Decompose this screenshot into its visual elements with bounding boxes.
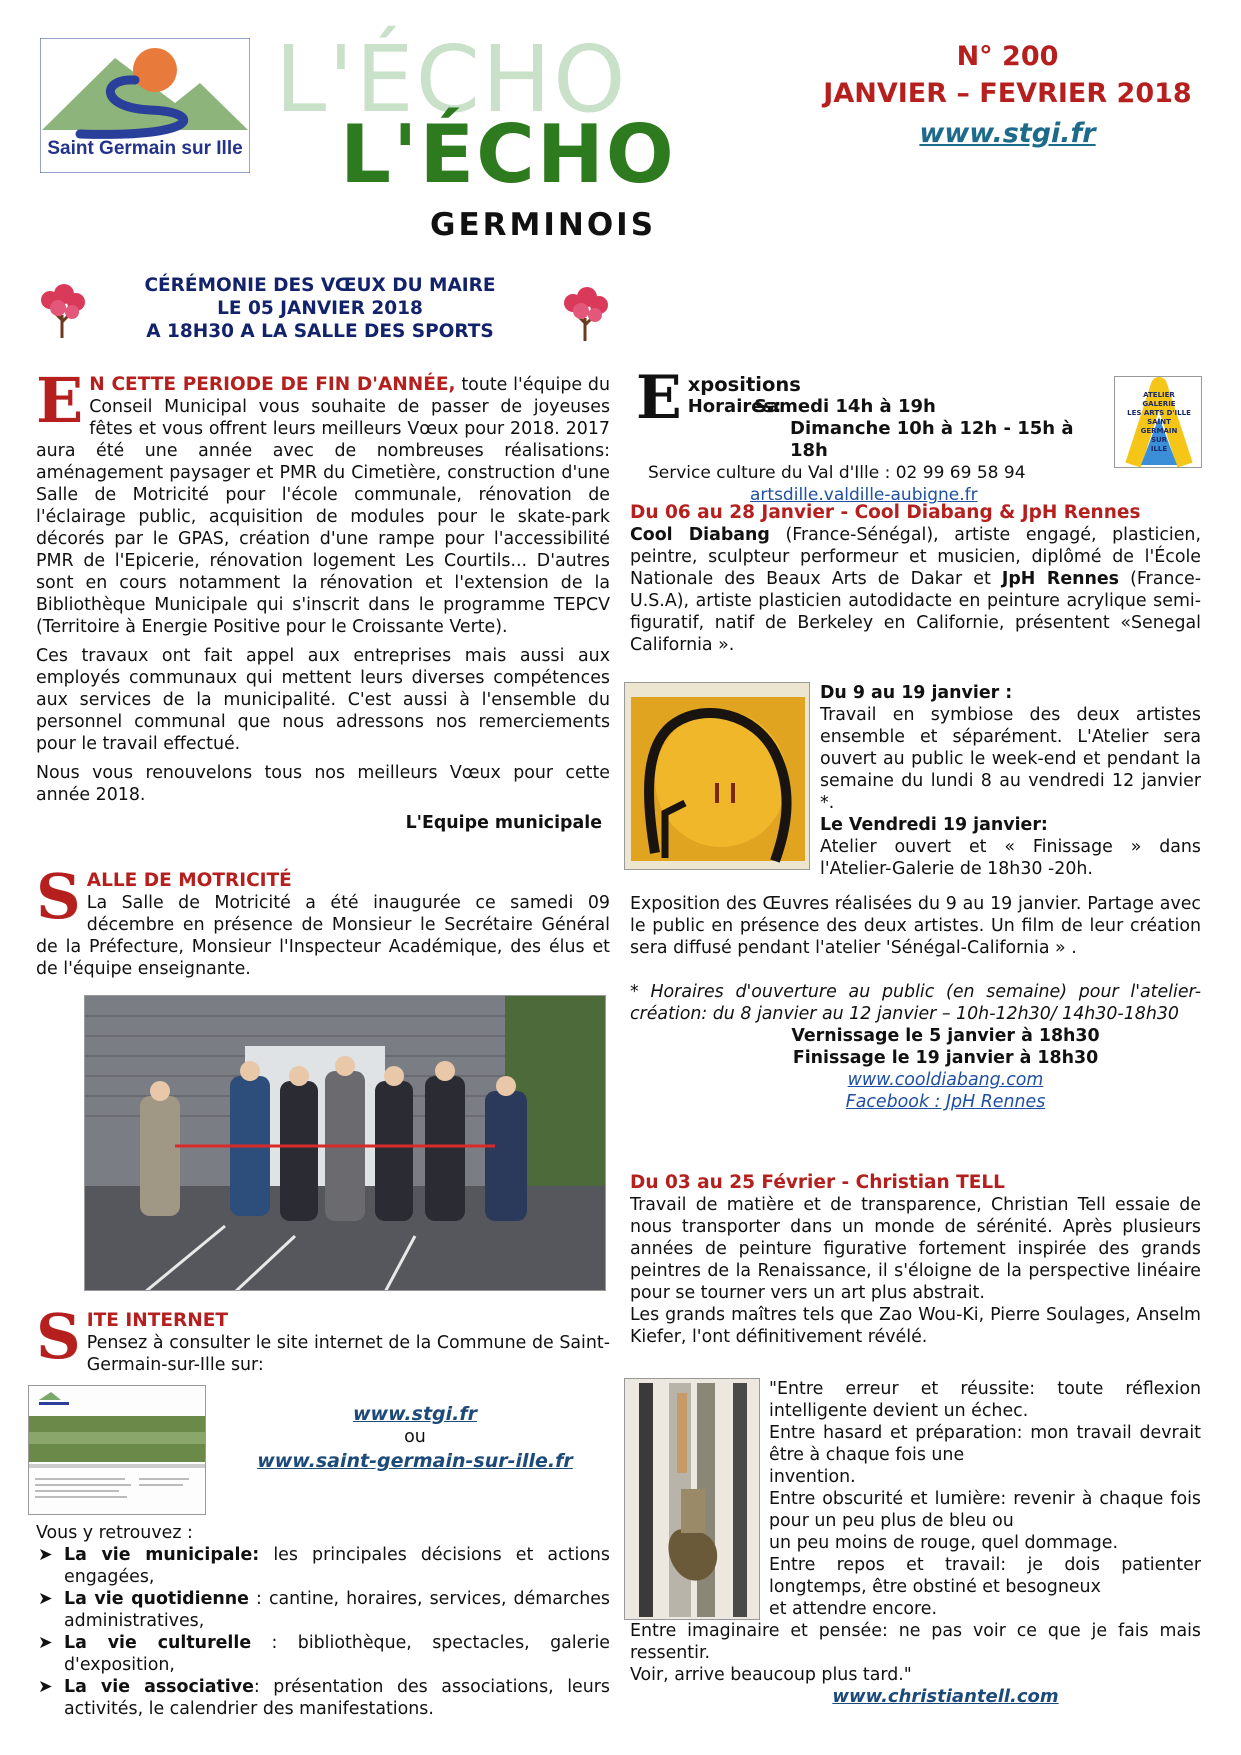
voeux-signature: L'Equipe municipale [405, 813, 602, 833]
dropcap: E [636, 363, 682, 433]
arrow-icon: ➤ [38, 1589, 53, 1609]
badge-line: ILLE [1150, 445, 1168, 453]
list-item-label: La vie municipale: [64, 1545, 260, 1565]
date-text: Travail en symbiose des deux artistes ensemble et séparément. L'Atelier sera ouvert au public le week-end et pendant la semaine du lundi 8 au vendredi 12 janvier *. [820, 705, 1201, 813]
arrow-icon: ➤ [38, 1677, 53, 1697]
salle-title: ALLE DE MOTRICITÉ [86, 870, 292, 891]
cool-text: (France-U.S.A), artiste plasticien autodidacte en peinture acrylique semi-figuratif, natif de Berkeley en Californie, présentent «Senegal California ». [630, 569, 1201, 655]
badge-line: ATELIER [1143, 391, 1175, 399]
tree-icon [32, 280, 92, 340]
quote-line: invention. [769, 1467, 856, 1487]
site-article [36, 1300, 610, 1376]
tell-painting [624, 1378, 760, 1620]
facebook-link[interactable]: Facebook : JpH Rennes [845, 1092, 1046, 1112]
title-shadow: L'ÉCHO [275, 26, 628, 133]
site-intro: Vous y retrouvez : [36, 1523, 193, 1543]
voeux-article [36, 364, 610, 834]
voeux-lead: N CETTE PERIODE DE FIN D'ANNÉE, [89, 374, 456, 395]
cool-note: * Horaires d'ouverture au public (en semaine) pour l'atelier-création: du 8 janvier au 12 janvier – 10h-12h30/ 14h30-18h30 [630, 982, 1201, 1024]
quote-line: Entre hasard et préparation: mon travail devrait être à chaque fois une [769, 1423, 1201, 1465]
quote-line: Voir, arrive beaucoup plus tard." [630, 1665, 912, 1685]
expo-hours-2: Dimanche 10h à 12h - 15h à 18h [790, 418, 1074, 461]
expo-link[interactable]: artsdille.valdille-aubigne.fr [750, 485, 978, 505]
cool-title: Du 06 au 28 Janvier - Cool Diabang & JpH Rennes [630, 502, 1141, 523]
list-item-text: : présentation des associations, leurs activités, le calendrier des manifestations. [64, 1677, 610, 1719]
atelier-badge [1114, 376, 1202, 468]
site-items [36, 1544, 610, 1720]
badge-line: SAINT [1147, 418, 1171, 426]
tell-article [630, 1172, 1201, 1348]
tell-link[interactable]: www.christiantell.com [832, 1686, 1059, 1707]
issue-period: JANVIER – FEVRIER 2018 [823, 78, 1192, 109]
list-item [36, 1588, 610, 1632]
site-list [36, 1522, 610, 1720]
site-title: ITE INTERNET [86, 1310, 228, 1331]
expo-header [636, 363, 1116, 506]
issue-number: N° 200 [956, 41, 1059, 72]
inauguration-photo [84, 995, 606, 1291]
date-title: Du 9 au 19 janvier : [820, 683, 1013, 703]
list-item-text: les principales décisions et actions engagées, [64, 1545, 610, 1587]
expo-service: Service culture du Val d'Ille : 02 99 69 58 94 [648, 463, 1026, 483]
dropcap: E [36, 364, 84, 437]
artist-name: Cool Diabang [630, 525, 770, 545]
voeux-p1 [36, 364, 610, 638]
site-or: ou [404, 1427, 426, 1447]
expo-title: xpositions [687, 373, 801, 396]
salle-text: La Salle de Motricité a été inaugurée ce samedi 09 décembre en présence de Monsieur le Secrétaire Général de la Préfecture, Monsieur l'Inspecteur Académique, des élus et de l'équipe enseignante. [36, 893, 610, 979]
badge-line: GALERIE [1142, 400, 1176, 408]
cool-article [630, 502, 1201, 656]
cool-expo [630, 893, 1201, 1113]
logo-text: Saint Germain sur Ille [47, 138, 243, 159]
tell-p1: Travail de matière et de transparence, Christian Tell essaie de nous transporter dans un monde de sérénité. Après plusieurs années de peinture figurative fortement inspirée des grands peintres de la Renaissance, il s'éloigne de la perspective linéaire pour se tourner vers un art plus abstrait. [630, 1195, 1201, 1303]
site-links [220, 1402, 610, 1474]
tell-p2: Les grands maîtres tels que Zao Wou-Ki, Pierre Soulages, Anselm Kiefer, l'ont définitivement révélé. [630, 1305, 1201, 1347]
badge-line: SUR [1150, 436, 1168, 444]
badge-line: GERMAIN [1140, 427, 1178, 435]
list-item-label: La vie associative [64, 1677, 254, 1697]
cool-text: (France-Sénégal), artiste engagé, plasticien, peintre, sculpteur performeur et musicien, diplômé de l'École Nationale des Beaux Arts de Dakar et [630, 525, 1201, 589]
tell-title: Du 03 au 25 Février - Christian TELL [630, 1172, 1005, 1193]
list-item-label: La vie quotidienne [64, 1589, 249, 1609]
expo-hours-1: Samedi 14h à 19h [754, 396, 936, 417]
website-thumbnail [28, 1385, 206, 1515]
cool-painting [624, 682, 810, 870]
cool-dates [820, 682, 1201, 880]
list-item [36, 1632, 610, 1676]
quote-line: et attendre encore. [769, 1599, 938, 1619]
ceremony-banner [100, 274, 540, 343]
salle-article [36, 860, 610, 980]
list-item [36, 1544, 610, 1588]
list-item [36, 1676, 610, 1720]
quote-line: "Entre erreur et réussite: toute réflexion intelligente devient un échec. [769, 1379, 1201, 1421]
ceremony-line: CÉRÉMONIE DES VŒUX DU MAIRE [144, 275, 496, 296]
tree-icon [555, 283, 615, 343]
quote-line: Entre obscurité et lumière: revenir à chaque fois pour un peu plus de bleu ou [769, 1489, 1201, 1531]
list-item-text: : cantine, horaires, services, démarches administratives, [64, 1589, 610, 1631]
masthead-title: L'ÉCHO [340, 108, 676, 201]
finissage: Finissage le 19 janvier à 18h30 [792, 1048, 1099, 1068]
ceremony-line: LE 05 JANVIER 2018 [217, 298, 423, 319]
voeux-p2: Ces travaux ont fait appel aux entreprises mais aussi aux employés communaux qui mettent leurs diverses compétences aux services de la municipalité. C'est aussi à l'ensemble du personnel communal que nous adressons nos remerciements pour le travail effectué. [36, 646, 610, 754]
expo-hours-label: Horaires: [687, 396, 782, 417]
dropcap: S [36, 860, 81, 933]
voeux-text: toute l'équipe du Conseil Municipal vous souhaite de passer de joyeuses fêtes et vous offrent leurs meilleurs Vœux pour 2018. 2017 aura été une année avec de nombreuses réalisations: aménagement paysager et PMR du Cimetière, construction d'une Salle de Motricité pour l'école communale, rénovation de l'éclairage public, acquisition de modules pour le skate-park décorés par le GPAS, création d'une rampe pour l'accessibilité PMR de l'Epicerie, rénovation logement Les Courtils... D'autres sont en cours notamment la rénovation et l'extension de la Bibliothèque Municipale qui s'inscrit dans le programme TEPCV (Territoire à Energie Positive pour le Croissante Verte). [36, 375, 610, 637]
quote-line: un peu moins de rouge, quel dommage. [769, 1533, 1118, 1553]
cool-link[interactable]: www.cooldiabang.com [847, 1070, 1044, 1090]
voeux-p3: Nous vous renouvelons tous nos meilleurs Vœux pour cette année 2018. [36, 763, 610, 805]
site-text: Pensez à consulter le site internet de la Commune de Saint-Germain-sur-Ille sur: [86, 1333, 610, 1375]
vernissage: Vernissage le 5 janvier à 18h30 [791, 1026, 1100, 1046]
date-title: Le Vendredi 19 janvier: [820, 815, 1048, 835]
dropcap: S [36, 1300, 81, 1373]
arrow-icon: ➤ [38, 1633, 53, 1653]
site-url-1[interactable]: www.stgi.fr [352, 1403, 478, 1425]
issue-block [815, 40, 1200, 154]
quote-line: Entre repos et travail: je dois patienter longtemps, être obstiné et besogneux [769, 1555, 1201, 1597]
site-url-2[interactable]: www.saint-germain-sur-ille.fr [257, 1450, 573, 1472]
tell-quote-end [630, 1620, 1201, 1708]
list-item-label: La vie culturelle [64, 1633, 252, 1653]
website-link[interactable]: www.stgi.fr [919, 118, 1096, 149]
logo [40, 38, 250, 173]
ceremony-line: A 18H30 A LA SALLE DES SPORTS [146, 321, 494, 342]
artist-name: JpH Rennes [1001, 569, 1120, 589]
arrow-icon: ➤ [38, 1545, 53, 1565]
tell-quote [769, 1378, 1201, 1620]
quote-line: Entre imaginaire et pensée: ne pas voir ce que je fais mais ressentir. [630, 1621, 1201, 1663]
badge-line: LES ARTS D'ILLE [1127, 409, 1191, 417]
masthead-subtitle: GERMINOIS [430, 207, 657, 243]
list-item-text: : bibliothèque, spectacles, galerie d'exposition, [64, 1633, 610, 1675]
cool-expo-text: Exposition des Œuvres réalisées du 9 au 19 janvier. Partage avec le public en présence des deux artistes. Un film de leur création sera diffusé pendant l'atelier 'Sénégal-California » . [630, 894, 1201, 958]
date-text: Atelier ouvert et « Finissage » dans l'Atelier-Galerie de 18h30 -20h. [820, 837, 1201, 879]
